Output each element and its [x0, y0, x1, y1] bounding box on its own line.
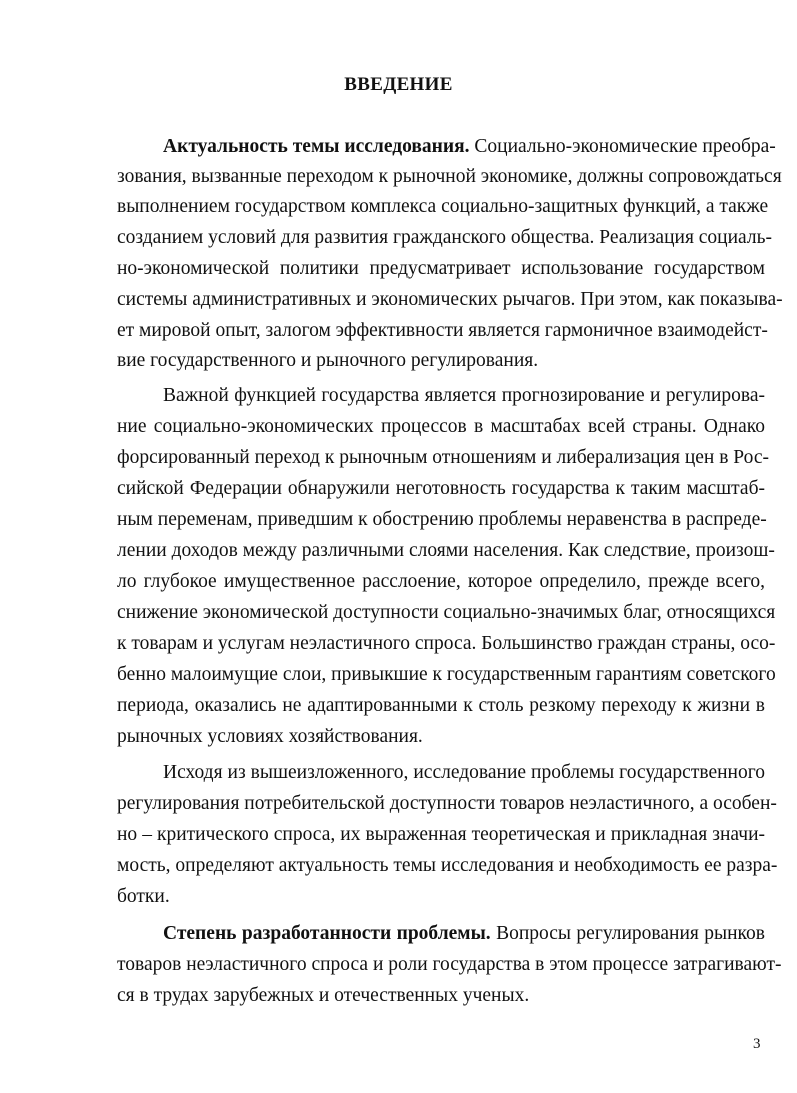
- paragraph-2-line-4: сийской Федерации обнаружили неготовность государства к таким масштаб-: [117, 478, 765, 499]
- paragraph-1-line-8: вие государственного и рыночного регулирования.: [117, 350, 539, 371]
- page-number: 3: [753, 1036, 761, 1052]
- paragraph-3-line-3: но – критического спроса, их выраженная теоретическая и прикладная значи-: [117, 824, 765, 845]
- paragraph-1-line-2: зования, вызванные переходом к рыночной экономике, должны сопровождаться: [117, 166, 782, 187]
- paragraph-2-line-7: ло глубокое имущественное расслоение, которое определило, прежде всего,: [117, 571, 765, 592]
- paragraph-2-line-2: ние социально-экономических процессов в масштабах всей страны. Однако: [117, 416, 765, 437]
- paragraph-2-line-11: периода, оказались не адаптированными к столь резкому переходу к жизни в: [117, 695, 765, 716]
- paragraph-1-line-6: системы административных и экономических рычагов. При этом, как показыва-: [117, 289, 783, 310]
- paragraph-3-line-1: Исходя из вышеизложенного, исследование проблемы государственного: [163, 762, 765, 783]
- paragraph-1-line-1-text: Социально-экономические преобра-: [469, 136, 776, 157]
- paragraph-1-line-1: [163, 135, 776, 159]
- paragraph-1-line-4: созданием условий для развития гражданского общества. Реализация социаль-: [117, 227, 773, 248]
- paragraph-4-line-1-text: Вопросы регулирования рынков: [490, 923, 765, 944]
- paragraph-3-line-4: мость, определяют актуальность темы исследования и необходимость ее разра-: [117, 855, 778, 876]
- paragraph-2-line-8: снижение экономической доступности социально-значимых благ, относящихся: [117, 602, 776, 623]
- paragraph-1-line-7: ет мировой опыт, залогом эффективности является гармоничное взаимодейст-: [117, 320, 768, 341]
- paragraph-4-heading: Степень разработанности проблемы.: [163, 923, 491, 944]
- paragraph-2-line-10: бенно малоимущие слои, привыкшие к государственным гарантиям советского: [117, 664, 776, 685]
- paragraph-4-line-2: товаров неэластичного спроса и роли государства в этом процессе затрагивают-: [117, 954, 782, 975]
- paragraph-3-line-2: регулирования потребительской доступности товаров неэластичного, а особен-: [117, 793, 777, 814]
- page-title: ВВЕДЕНИЕ: [344, 74, 453, 95]
- paragraph-2-line-6: лении доходов между различными слоями населения. Как следствие, произош-: [117, 540, 775, 561]
- paragraph-2-line-5: ным переменам, приведшим к обострению проблемы неравенства в распреде-: [117, 509, 767, 530]
- paragraph-2-line-3: форсированный переход к рыночным отношениям и либерализация цен в Рос-: [117, 447, 770, 468]
- paragraph-4-line-1: [163, 922, 765, 946]
- paragraph-1-line-5: но-экономической политики предусматривает использование государством: [117, 258, 765, 279]
- paragraph-4-line-3: ся в трудах зарубежных и отечественных ученых.: [117, 985, 530, 1006]
- paragraph-2-line-12: рыночных условиях хозяйствования.: [117, 726, 423, 747]
- paragraph-2-line-1: Важной функцией государства является прогнозирование и регулирова-: [163, 385, 765, 406]
- paragraph-2-line-9: к товарам и услугам неэластичного спроса. Большинство граждан страны, осо-: [117, 633, 776, 654]
- paragraph-1-line-3: выполнением государством комплекса социально-защитных функций, а также: [117, 196, 769, 217]
- paragraph-1-heading: Актуальность темы исследования.: [163, 136, 470, 157]
- paragraph-3-line-5: ботки.: [117, 886, 170, 907]
